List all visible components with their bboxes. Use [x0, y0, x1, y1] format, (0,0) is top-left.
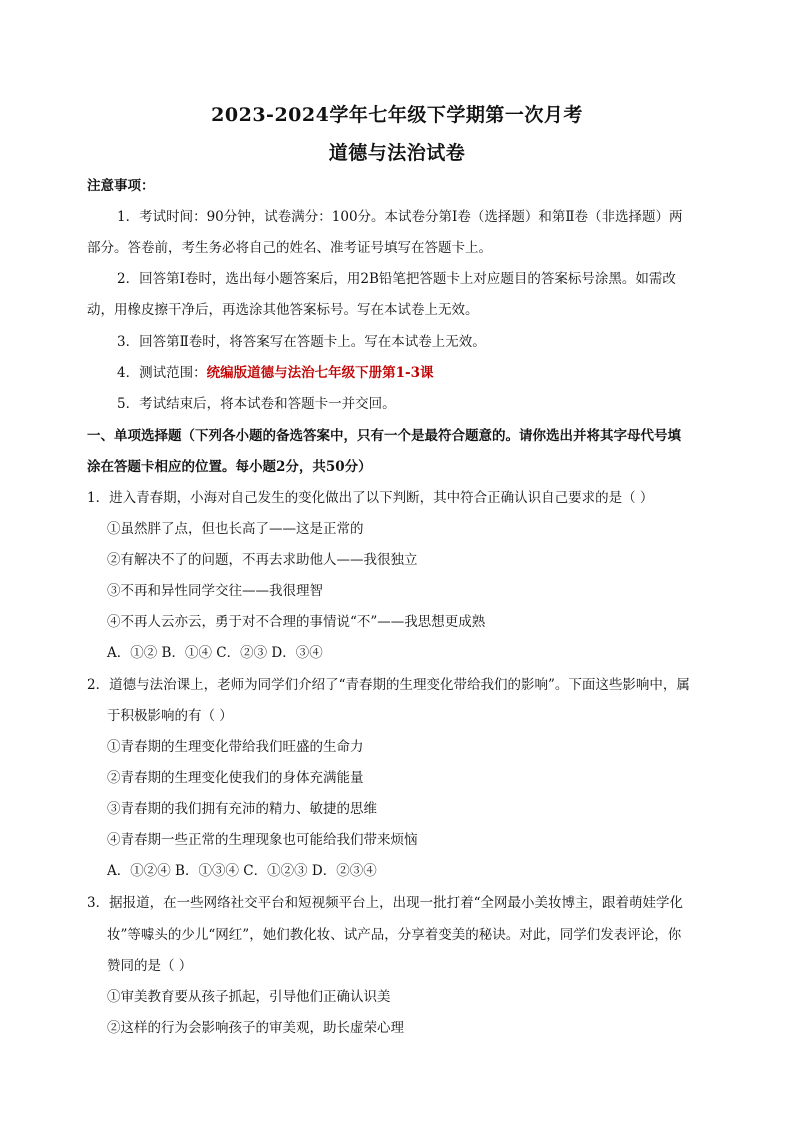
notice-item-1-line1: 1．考试时间：90分钟，试卷满分：100分。本试卷分第Ⅰ卷（选择题）和第Ⅱ卷（非选择题）两 [117, 209, 683, 225]
notice-item-1-line2: 部分。答卷前，考生务必将自己的姓名、准考证号填写在答题卡上。 [87, 240, 492, 256]
question-2-statement-4: ④青春期一些正常的生理现象也可能给我们带来烦恼 [107, 832, 418, 848]
question-2-stem-line1: 2．道德与法治课上，老师为同学们介绍了“青春期的生理变化带给我们的影响”。下面这些影响中，属 [87, 677, 690, 693]
notice-item-2-line2: 动，用橡皮擦干净后，再选涂其他答案标号。写在本试卷上无效。 [87, 302, 479, 318]
question-3-stem-line1: 3．据报道，在一些网络社交平台和短视频平台上，出现一批打着“全网最小美妆博主，跟着萌娃学化 [87, 895, 683, 911]
notice-item-3: 3．回答第Ⅱ卷时，将答案写在答题卡上。写在本试卷上无效。 [117, 334, 486, 350]
exam-title: 2023-2024学年七年级下学期第一次月考 [211, 104, 583, 126]
section-1-heading-line2: 涂在答题卡相应的位置。每小题2分，共50分） [87, 459, 372, 475]
notice-item-4 [117, 363, 433, 383]
question-3-stem-line3: 赞同的是（ ） [107, 958, 193, 974]
question-1-options: A．①② B．①④ C．②③ D．③④ [107, 645, 323, 661]
question-2-options: A．①②④ B．①③④ C．①②③ D．②③④ [107, 863, 377, 879]
notice-heading: 注意事项： [87, 178, 155, 194]
question-2-stem-line2: 于积极影响的有（ ） [107, 708, 233, 724]
test-scope: 统编版道德与法治七年级下册第1-3课 [206, 365, 434, 381]
question-1-stem: 1．进入青春期，小海对自己发生的变化做出了以下判断，其中符合正确认识自己要求的是（ ） [87, 490, 654, 506]
exam-subject: 道德与法治试卷 [328, 142, 466, 164]
notice-item-5: 5．考试结束后，将本试卷和答题卡一并交回。 [117, 396, 396, 412]
question-3-stem-line2: 妆”等噱头的少儿“网红”，她们教化妆、试产品，分享着变美的秘诀。对此，同学们发表评论，你 [107, 927, 682, 943]
question-2-statement-1: ①青春期的生理变化带给我们旺盛的生命力 [107, 739, 364, 755]
question-1-statement-4: ④不再人云亦云，勇于对不合理的事情说“不”——我思想更成熟 [107, 614, 486, 630]
question-1-statement-3: ③不再和异性同学交往——我很理智 [107, 583, 323, 599]
question-3-statement-1: ①审美教育要从孩子抓起，引导他们正确认识美 [107, 989, 391, 1005]
question-3-statement-2: ②这样的行为会影响孩子的审美观，助长虚荣心理 [107, 1020, 404, 1036]
question-2-statement-3: ③青春期的我们拥有充沛的精力、敏捷的思维 [107, 801, 377, 817]
section-1-heading-line1: 一、单项选择题（下列各小题的备选答案中，只有一个是最符合题意的。请你选出并将其字母代号填 [87, 428, 681, 444]
question-2-statement-2: ②青春期的生理变化使我们的身体充满能量 [107, 770, 364, 786]
question-1-statement-1: ①虽然胖了点，但也长高了——这是正常的 [107, 521, 364, 537]
notice-item-4-prefix: 4．测试范围： [117, 365, 207, 381]
question-1-statement-2: ②有解决不了的问题，不再去求助他人——我很独立 [107, 552, 418, 568]
notice-item-2-line1: 2．回答第Ⅰ卷时，选出每小题答案后，用2B铅笔把答题卡上对应题目的答案标号涂黑。如需改 [117, 271, 676, 287]
